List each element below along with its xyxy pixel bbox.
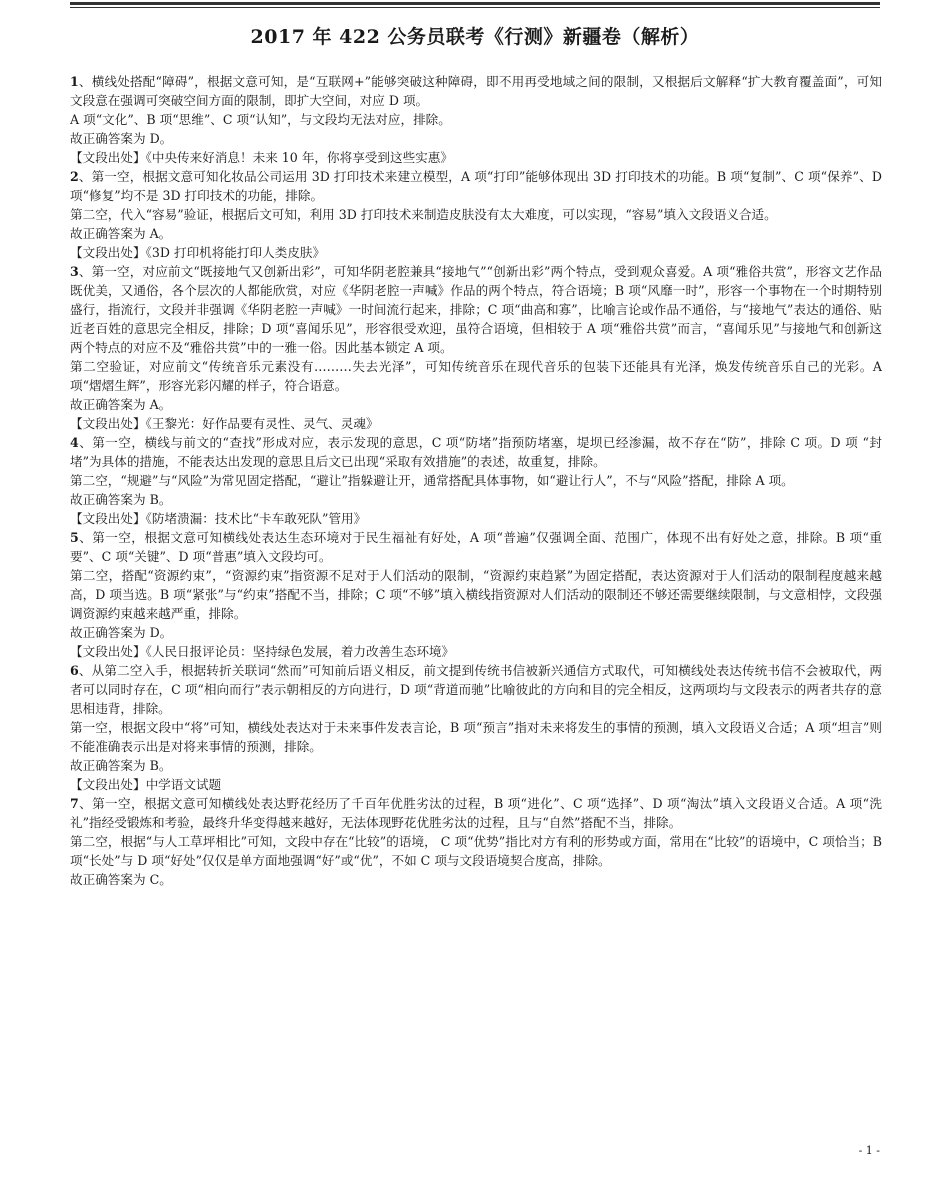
paragraph bbox=[70, 718, 882, 756]
paragraph bbox=[70, 148, 882, 167]
question-number: 1 bbox=[70, 74, 79, 89]
paragraph bbox=[70, 433, 882, 471]
paragraph bbox=[70, 243, 882, 262]
paragraph bbox=[70, 205, 882, 224]
paragraph-text: 【文段出处】《人民日报评论员：坚持绿色发展，着力改善生态环境》 bbox=[70, 644, 455, 659]
paragraph-text: 第二空，“规避”与“风险”为常见固定搭配，“避让”指躲避让开，通常搭配具体事物，如“避让行人”，不与“风险”搭配，排除 A 项。 bbox=[70, 473, 794, 488]
paragraph bbox=[70, 528, 882, 566]
paragraph-text: 第二空，代入“容易”验证，根据后文可知，利用 3D 打印技术来制造皮肤没有太大难度，可以实现，“容易”填入文段语义合适。 bbox=[70, 207, 777, 222]
question-number: 7 bbox=[70, 796, 79, 811]
paragraph bbox=[70, 262, 882, 357]
paragraph bbox=[70, 167, 882, 205]
paragraph-text: 故正确答案为 B。 bbox=[70, 758, 172, 773]
paragraph bbox=[70, 471, 882, 490]
paragraph bbox=[70, 794, 882, 832]
header-rule-thick bbox=[70, 2, 880, 5]
question-number: 4 bbox=[70, 435, 79, 450]
paragraph bbox=[70, 775, 882, 794]
paragraph-text: 【文段出处】《中央传来好消息！未来 10 年，你将享受到这些实惠》 bbox=[70, 150, 453, 165]
paragraph-text: 【文段出处】《3D 打印机将能打印人类皮肤》 bbox=[70, 245, 326, 260]
paragraph-text: 、第一空，横线与前文的“查找”形成对应，表示发现的意思，C 项“防堵”指预防堵塞，堤坝已经渗漏，故不存在“防”，排除 C 项。D 项 “封堵”为具体的措施，不能表达出发现的意思且后文已出现“采取有效措施”的表述，故重复，排除。 bbox=[70, 435, 882, 469]
paragraph-text: 第一空，根据文段中“将”可知，横线处表达对于未来事件发表言论，B 项“预言”指对未来将发生的事情的预测，填入文段语义合适；A 项“坦言”则不能准确表示出是对将来事情的预测，排除。 bbox=[70, 720, 882, 754]
paragraph-text: 【文段出处】《王黎光：好作品要有灵性、灵气、灵魂》 bbox=[70, 416, 379, 431]
paragraph-text: 第二空，根据“与人工草坪相比”可知，文段中存在“比较”的语境， C 项“优势”指比对方有利的形势或方面，常用在“比较”的语境中，C 项恰当；B 项“长处”与 D 项“好处”仅仅是单方面地强调“好”或“优”，不如 C 项与文段语境契合度高，排除。 bbox=[70, 834, 882, 868]
question-number: 3 bbox=[70, 264, 79, 279]
question-number: 2 bbox=[70, 169, 79, 184]
paragraph bbox=[70, 414, 882, 433]
paragraph bbox=[70, 509, 882, 528]
paragraph-text: 故正确答案为 A。 bbox=[70, 226, 172, 241]
header-rule-thin bbox=[70, 7, 880, 8]
paragraph bbox=[70, 832, 882, 870]
paragraph-text: 第二空验证，对应前文“传统音乐元素没有………失去光泽”，可知传统音乐在现代音乐的包装下还能具有光泽，焕发传统音乐自己的光彩。A 项“熠熠生辉”，形容光彩闪耀的样子，符合语意。 bbox=[70, 359, 882, 393]
paragraph bbox=[70, 224, 882, 243]
paragraph-text: 第二空，搭配“资源约束”，“资源约束”指资源不足对于人们活动的限制，“资源约束趋紧”为固定搭配，表达资源对于人们活动的限制程度越来越高，D 项当选。B 项“紧张”与“约束”搭配不当，排除；C 项“不够”填入横线指资源对人们活动的限制还不够还需要继续限制，与文意相悖，文段强调资源约束越来越严重，排除。 bbox=[70, 568, 882, 621]
paragraph-text: 故正确答案为 A。 bbox=[70, 397, 172, 412]
paragraph bbox=[70, 129, 882, 148]
paragraph bbox=[70, 490, 882, 509]
paragraph bbox=[70, 566, 882, 623]
paragraph-text: 故正确答案为 C。 bbox=[70, 872, 172, 887]
paragraph bbox=[70, 870, 882, 889]
question-number: 6 bbox=[70, 663, 79, 678]
paragraph bbox=[70, 661, 882, 718]
paragraph-text: 故正确答案为 D。 bbox=[70, 131, 173, 146]
paragraph-text: 、第一空，根据文意可知横线处表达生态环境对于民生福祉有好处，A 项“普遍”仅强调全面、范围广，体现不出有好处之意，排除。B 项“重要”、C 项“关键”、D 项“普惠”填入文段均可。 bbox=[70, 530, 882, 564]
paragraph-text: 故正确答案为 B。 bbox=[70, 492, 172, 507]
paragraph-text: 、第一空，根据文意可知横线处表达野花经历了千百年优胜劣汰的过程，B 项“进化”、C 项“选择”、D 项“淘汰”填入文段语义合适。A 项“洗礼”指经受锻炼和考验，最终升华变得越来越好，无法体现野花优胜劣汰的过程，且与“自然”搭配不当，排除。 bbox=[70, 796, 882, 830]
page-number: - 1 - bbox=[858, 1144, 880, 1157]
document-body bbox=[70, 72, 882, 889]
paragraph-text: A 项“文化”、B 项“思维”、C 项“认知”，与文段均无法对应，排除。 bbox=[70, 112, 451, 127]
paragraph bbox=[70, 110, 882, 129]
paragraph bbox=[70, 642, 882, 661]
paragraph bbox=[70, 756, 882, 775]
document-title: 2017 年 422 公务员联考《行测》新疆卷（解析） bbox=[250, 26, 700, 48]
paragraph-text: 故正确答案为 D。 bbox=[70, 625, 173, 640]
paragraph bbox=[70, 623, 882, 642]
question-number: 5 bbox=[70, 530, 79, 545]
paragraph bbox=[70, 72, 882, 110]
paragraph bbox=[70, 357, 882, 395]
paragraph-text: 、第一空，对应前文“既接地气又创新出彩”，可知华阴老腔兼具“接地气”“创新出彩”两个特点，受到观众喜爱。A 项“雅俗共赏”，形容文艺作品既优美，又通俗，各个层次的人都能欣赏，对应《华阴老腔一声喊》作品的两个特点，符合语境；B 项“风靡一时”，形容一个事物在一个时期特别盛行，指流行，文段并非强调《华阴老腔一声喊》一时间流行起来，排除；C 项“曲高和寡”，比喻言论或作品不通俗，与“接地气”表达的通俗、贴近老百姓的意思完全相反，排除；D 项“喜闻乐见”，形容很受欢迎，虽符合语境，但相较于 A 项“雅俗共赏”而言，“喜闻乐见”与接地气和创新这两个特点的对应不及“雅俗共赏”中的一雅一俗。因此基本锁定 A 项。 bbox=[70, 264, 882, 355]
paragraph-text: 、从第二空入手，根据转折关联词“然而”可知前后语义相反，前文提到传统书信被新兴通信方式取代，可知横线处表达传统书信不会被取代，两者可以同时存在，C 项“相向而行”表示朝相反的方向进行，D 项“背道而驰”比喻彼此的方向和目的完全相反，这两项均与文段表示的两者共存的意思相违背，排除。 bbox=[70, 663, 882, 716]
paragraph bbox=[70, 395, 882, 414]
paragraph-text: 、横线处搭配“障碍”，根据文意可知，是“互联网+”能够突破这种障碍，即不用再受地域之间的限制，又根据后文解释“扩大教育覆盖面”，可知文段意在强调可突破空间方面的限制，即扩大空间，对应 D 项。 bbox=[70, 74, 882, 108]
paragraph-text: 【文段出处】中学语文试题 bbox=[70, 777, 222, 792]
paragraph-text: 【文段出处】《防堵溃漏：技术比“卡车敢死队”管用》 bbox=[70, 511, 367, 526]
paragraph-text: 、第一空，根据文意可知化妆品公司运用 3D 打印技术来建立模型，A 项“打印”能够体现出 3D 打印技术的功能。B 项“复制”、C 项“保养”、D 项“修复”均不是 3D 打印技术的功能，排除。 bbox=[70, 169, 882, 203]
